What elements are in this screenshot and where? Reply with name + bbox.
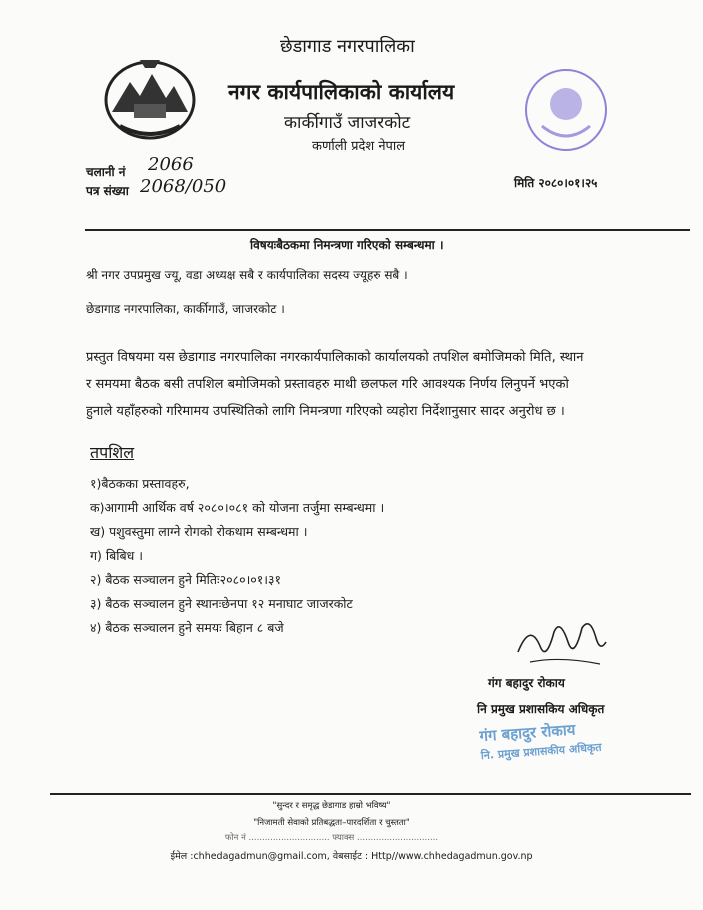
letter-recipients: श्री नगर उपप्रमुख ज्यू, वडा अध्यक्ष सबै र कार्यपालिका सदस्य ज्यूहरु सबै । xyxy=(86,268,408,282)
letter-footer xyxy=(0,800,703,862)
patra-sankhya-number: 2068/050 xyxy=(140,176,227,197)
agenda-item: ३) बैठक सञ्चालन हुने स्थानःछेनपा १२ मनाघाट जाजरकोट xyxy=(90,596,353,611)
footer-slogan: "सुन्दर र समृद्ध छेडागाड हाम्रो भविष्य" xyxy=(272,801,391,811)
agenda-item: २) बैठक सञ्चालन हुने मितिः२०८०।०१।३१ xyxy=(90,572,282,587)
chalani-label: चलानी नं xyxy=(86,165,126,179)
province-name: कर्णाली प्रदेश नेपाल xyxy=(312,139,406,154)
letter-subject: विषयःबैठकमा निमन्त्रणा गरिएको सम्बन्धमा । xyxy=(250,238,444,252)
agenda-item: १)बैठकका प्रस्तावहरु, xyxy=(90,476,190,491)
signatory-name: गंग बहादुर रोकाय xyxy=(488,676,565,690)
footer-divider xyxy=(50,793,691,795)
body-line: र समयमा बैठक बसी तपशिल बमोजिमको प्रस्तावहरु माथी छलफल गरि आवश्यक निर्णय लिनुपर्ने भएको xyxy=(86,377,569,392)
header-divider xyxy=(85,229,690,231)
agenda-item: ग) बिबिध । xyxy=(90,548,144,563)
office-name: नगर कार्यपालिकाको कार्यालय xyxy=(228,80,455,104)
tapashil-heading: तपशिल xyxy=(90,443,135,462)
municipality-name: छेडागाड नगरपालिका xyxy=(280,36,415,57)
letter-body xyxy=(86,344,686,425)
agenda-list xyxy=(90,472,384,640)
handwritten-signature xyxy=(510,612,610,676)
nepal-emblem xyxy=(100,52,200,142)
blue-name-stamp xyxy=(479,718,602,763)
signatory-title: नि प्रमुख प्रशासकिय अधिकृत xyxy=(477,702,605,716)
office-round-stamp xyxy=(520,64,612,156)
stamp-title: नि. प्रमुख प्रशासकीय अधिकृत xyxy=(480,740,602,763)
footer-motto: "निजामती सेवाको प्रतिबद्धता–पारदर्शिता र चुस्तता" xyxy=(253,818,410,828)
agenda-item: क)आगामी आर्थिक वर्ष २०८०।०८१ को योजना तर्जुमा सम्बन्धमा । xyxy=(90,500,385,515)
office-location: कार्कीगाउँ जाजरकोट xyxy=(284,113,411,133)
patra-sankhya-label: पत्र संख्या xyxy=(86,184,129,198)
agenda-item: ख) पशुवस्तुमा लाग्ने रोगको रोकथाम सम्बन्धमा । xyxy=(90,524,308,539)
letter-date: मिति २०८०।०१।२५ xyxy=(514,176,598,190)
chalani-number: 2066 xyxy=(148,154,194,175)
recipient-address: छेडागाड नगरपालिका, कार्कीगाउँ, जाजरकोट । xyxy=(86,302,285,316)
agenda-item: ४) बैठक सञ्चालन हुने समयः बिहान ८ बजे xyxy=(90,620,284,635)
footer-email-web: ईमेल :chhedagadmun@gmail.com, वेबसाईट : Http//www.chhedagadmun.gov.np xyxy=(170,851,533,862)
body-line: हुनाले यहाँहरुको गरिमामय उपस्थितिको लागि निमन्त्रणा गरिएको व्यहोरा निर्देशानुसार सादर अनुरोध छ । xyxy=(86,404,565,419)
body-line: प्रस्तुत विषयमा यस छेडागाड नगरपालिका नगरकार्यपालिकाको कार्यालयको तपशिल बमोजिमको मिति, स्थान xyxy=(86,350,584,365)
footer-contact: फोन नं .............................. फ्याक्स .............................. xyxy=(224,833,439,843)
stamp-name: गंग बहादुर रोकाय xyxy=(478,720,576,746)
